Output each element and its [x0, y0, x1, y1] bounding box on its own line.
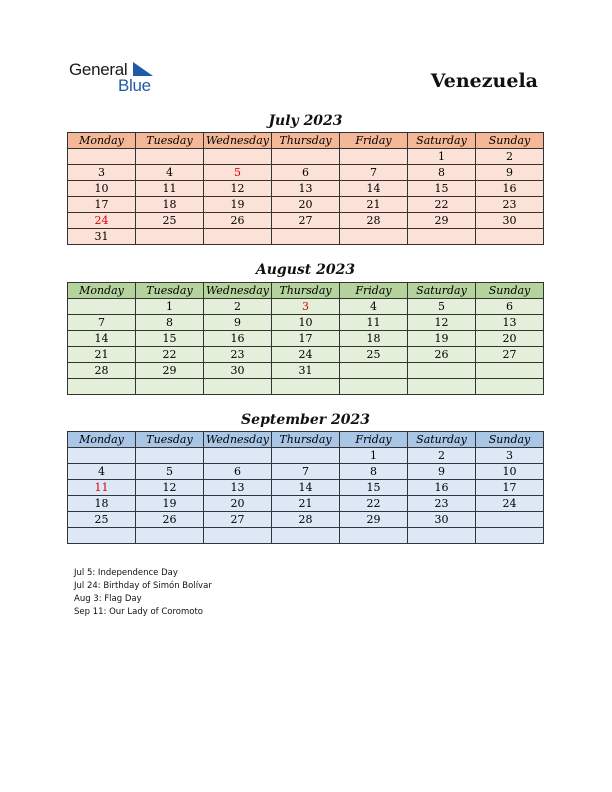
- holiday-item: Jul 24: Birthday of Simón Bolívar: [74, 581, 212, 591]
- logo-blue-text: Blue: [118, 76, 151, 95]
- weekday-header: Monday: [68, 133, 136, 149]
- weekday-header-row: [68, 133, 544, 149]
- week-row: [68, 315, 544, 331]
- day-cell: 26: [204, 213, 272, 229]
- day-cell: 7: [68, 315, 136, 331]
- day-cell: [408, 363, 476, 379]
- day-cell: [136, 149, 204, 165]
- day-cell: [340, 379, 408, 395]
- day-cell: 1: [136, 299, 204, 315]
- day-cell: 22: [136, 347, 204, 363]
- calendar-july: [67, 132, 544, 245]
- day-cell: 3: [476, 448, 544, 464]
- day-cell: [340, 528, 408, 544]
- week-row: [68, 379, 544, 395]
- weekday-header: Monday: [68, 283, 136, 299]
- week-row: [68, 149, 544, 165]
- weekday-header: Sunday: [476, 432, 544, 448]
- day-cell: [340, 149, 408, 165]
- day-cell: [340, 363, 408, 379]
- weekday-header: Thursday: [272, 432, 340, 448]
- day-cell: 30: [204, 363, 272, 379]
- weekday-header: Saturday: [408, 432, 476, 448]
- day-cell: 7: [340, 165, 408, 181]
- day-cell: 12: [408, 315, 476, 331]
- day-cell: 23: [408, 496, 476, 512]
- day-cell: [136, 229, 204, 245]
- calendar-september: [67, 431, 544, 544]
- day-cell: 26: [408, 347, 476, 363]
- weekday-header: Wednesday: [204, 432, 272, 448]
- day-cell: 2: [408, 448, 476, 464]
- day-cell: [476, 379, 544, 395]
- day-cell: [408, 379, 476, 395]
- day-cell: 3: [68, 165, 136, 181]
- holiday-item: Jul 5: Independence Day: [74, 568, 178, 578]
- day-cell: 25: [68, 512, 136, 528]
- week-row: [68, 363, 544, 379]
- day-cell: [476, 363, 544, 379]
- day-cell: 4: [136, 165, 204, 181]
- day-cell: 12: [136, 480, 204, 496]
- holiday-item: Aug 3: Flag Day: [74, 594, 142, 604]
- week-row: [68, 496, 544, 512]
- week-row: [68, 480, 544, 496]
- day-cell: [136, 379, 204, 395]
- day-cell: 19: [136, 496, 204, 512]
- day-cell: [204, 528, 272, 544]
- weekday-header: Tuesday: [136, 283, 204, 299]
- day-cell: [68, 528, 136, 544]
- day-cell: 9: [408, 464, 476, 480]
- day-cell: 27: [476, 347, 544, 363]
- week-row: [68, 512, 544, 528]
- day-cell: [204, 448, 272, 464]
- day-cell: 8: [340, 464, 408, 480]
- day-cell: 17: [272, 331, 340, 347]
- day-cell: 22: [340, 496, 408, 512]
- day-cell: 18: [68, 496, 136, 512]
- day-cell: 9: [476, 165, 544, 181]
- day-cell: 8: [408, 165, 476, 181]
- day-cell: [272, 379, 340, 395]
- weekday-header: Wednesday: [204, 133, 272, 149]
- day-cell: 23: [476, 197, 544, 213]
- day-cell: [204, 149, 272, 165]
- day-cell: [408, 528, 476, 544]
- day-cell: 11: [136, 181, 204, 197]
- generalblue-logo: [69, 60, 169, 96]
- day-cell: 24: [272, 347, 340, 363]
- day-cell: 14: [68, 331, 136, 347]
- weekday-header-row: [68, 283, 544, 299]
- day-cell: [204, 379, 272, 395]
- weekday-header: Saturday: [408, 133, 476, 149]
- week-row: [68, 464, 544, 480]
- day-cell: [272, 448, 340, 464]
- day-cell: 25: [340, 347, 408, 363]
- weekday-header: Monday: [68, 432, 136, 448]
- day-cell: 5: [136, 464, 204, 480]
- day-cell: 28: [68, 363, 136, 379]
- holiday-item: Sep 11: Our Lady of Coromoto: [74, 607, 204, 617]
- week-row: [68, 528, 544, 544]
- day-cell: 17: [476, 480, 544, 496]
- day-cell: 13: [204, 480, 272, 496]
- day-cell: 3: [272, 299, 340, 315]
- day-cell: 18: [340, 331, 408, 347]
- day-cell: [272, 149, 340, 165]
- weekday-header: Friday: [340, 283, 408, 299]
- day-cell: 1: [408, 149, 476, 165]
- day-cell: 17: [68, 197, 136, 213]
- day-cell: 14: [272, 480, 340, 496]
- day-cell: 20: [204, 496, 272, 512]
- day-cell: 30: [408, 512, 476, 528]
- day-cell: 16: [204, 331, 272, 347]
- day-cell: 25: [136, 213, 204, 229]
- weekday-header: Friday: [340, 133, 408, 149]
- weekday-header-row: [68, 432, 544, 448]
- day-cell: 4: [68, 464, 136, 480]
- day-cell: 12: [204, 181, 272, 197]
- weekday-header: Saturday: [408, 283, 476, 299]
- day-cell: 6: [272, 165, 340, 181]
- logo-triangle-icon: [133, 62, 153, 76]
- weekday-header: Tuesday: [136, 133, 204, 149]
- day-cell: 23: [204, 347, 272, 363]
- day-cell: 18: [136, 197, 204, 213]
- day-cell: 21: [340, 197, 408, 213]
- logo-general-text: General: [69, 60, 128, 79]
- day-cell: 22: [408, 197, 476, 213]
- day-cell: 4: [340, 299, 408, 315]
- day-cell: 29: [340, 512, 408, 528]
- day-cell: 31: [68, 229, 136, 245]
- day-cell: 20: [476, 331, 544, 347]
- day-cell: 27: [204, 512, 272, 528]
- country-title: Venezuela: [430, 70, 538, 92]
- day-cell: 19: [408, 331, 476, 347]
- day-cell: 31: [272, 363, 340, 379]
- day-cell: 28: [272, 512, 340, 528]
- day-cell: 21: [272, 496, 340, 512]
- holiday-list: [74, 567, 212, 619]
- day-cell: 11: [340, 315, 408, 331]
- day-cell: 20: [272, 197, 340, 213]
- day-cell: 7: [272, 464, 340, 480]
- month-title-august: August 2023: [255, 262, 356, 278]
- month-title-september: September 2023: [241, 412, 370, 428]
- week-row: [68, 197, 544, 213]
- day-cell: 26: [136, 512, 204, 528]
- day-cell: 24: [476, 496, 544, 512]
- week-row: [68, 229, 544, 245]
- day-cell: 9: [204, 315, 272, 331]
- day-cell: [408, 229, 476, 245]
- day-cell: 29: [408, 213, 476, 229]
- day-cell: 5: [408, 299, 476, 315]
- day-cell: [476, 528, 544, 544]
- day-cell: 19: [204, 197, 272, 213]
- week-row: [68, 448, 544, 464]
- day-cell: 24: [68, 213, 136, 229]
- weekday-header: Friday: [340, 432, 408, 448]
- day-cell: 15: [340, 480, 408, 496]
- day-cell: 1: [340, 448, 408, 464]
- day-cell: 15: [408, 181, 476, 197]
- calendar-august: [67, 282, 544, 395]
- day-cell: 10: [272, 315, 340, 331]
- day-cell: [68, 448, 136, 464]
- day-cell: 6: [204, 464, 272, 480]
- day-cell: 8: [136, 315, 204, 331]
- day-cell: [68, 379, 136, 395]
- day-cell: 15: [136, 331, 204, 347]
- weekday-header: Thursday: [272, 133, 340, 149]
- day-cell: 30: [476, 213, 544, 229]
- day-cell: [476, 229, 544, 245]
- week-row: [68, 213, 544, 229]
- day-cell: 28: [340, 213, 408, 229]
- day-cell: 13: [272, 181, 340, 197]
- week-row: [68, 165, 544, 181]
- day-cell: 10: [68, 181, 136, 197]
- day-cell: 5: [204, 165, 272, 181]
- day-cell: 10: [476, 464, 544, 480]
- day-cell: [68, 299, 136, 315]
- day-cell: 2: [204, 299, 272, 315]
- day-cell: 27: [272, 213, 340, 229]
- day-cell: 14: [340, 181, 408, 197]
- weekday-header: Wednesday: [204, 283, 272, 299]
- day-cell: [272, 528, 340, 544]
- day-cell: 6: [476, 299, 544, 315]
- day-cell: 29: [136, 363, 204, 379]
- day-cell: [68, 149, 136, 165]
- day-cell: [272, 229, 340, 245]
- weekday-header: Sunday: [476, 283, 544, 299]
- day-cell: 21: [68, 347, 136, 363]
- day-cell: 13: [476, 315, 544, 331]
- day-cell: 2: [476, 149, 544, 165]
- weekday-header: Thursday: [272, 283, 340, 299]
- week-row: [68, 331, 544, 347]
- day-cell: [340, 229, 408, 245]
- month-title-july: July 2023: [268, 113, 343, 129]
- week-row: [68, 181, 544, 197]
- weekday-header: Sunday: [476, 133, 544, 149]
- day-cell: 16: [476, 181, 544, 197]
- day-cell: [136, 448, 204, 464]
- day-cell: [476, 512, 544, 528]
- day-cell: [204, 229, 272, 245]
- week-row: [68, 299, 544, 315]
- week-row: [68, 347, 544, 363]
- weekday-header: Tuesday: [136, 432, 204, 448]
- day-cell: [136, 528, 204, 544]
- day-cell: 11: [68, 480, 136, 496]
- day-cell: 16: [408, 480, 476, 496]
